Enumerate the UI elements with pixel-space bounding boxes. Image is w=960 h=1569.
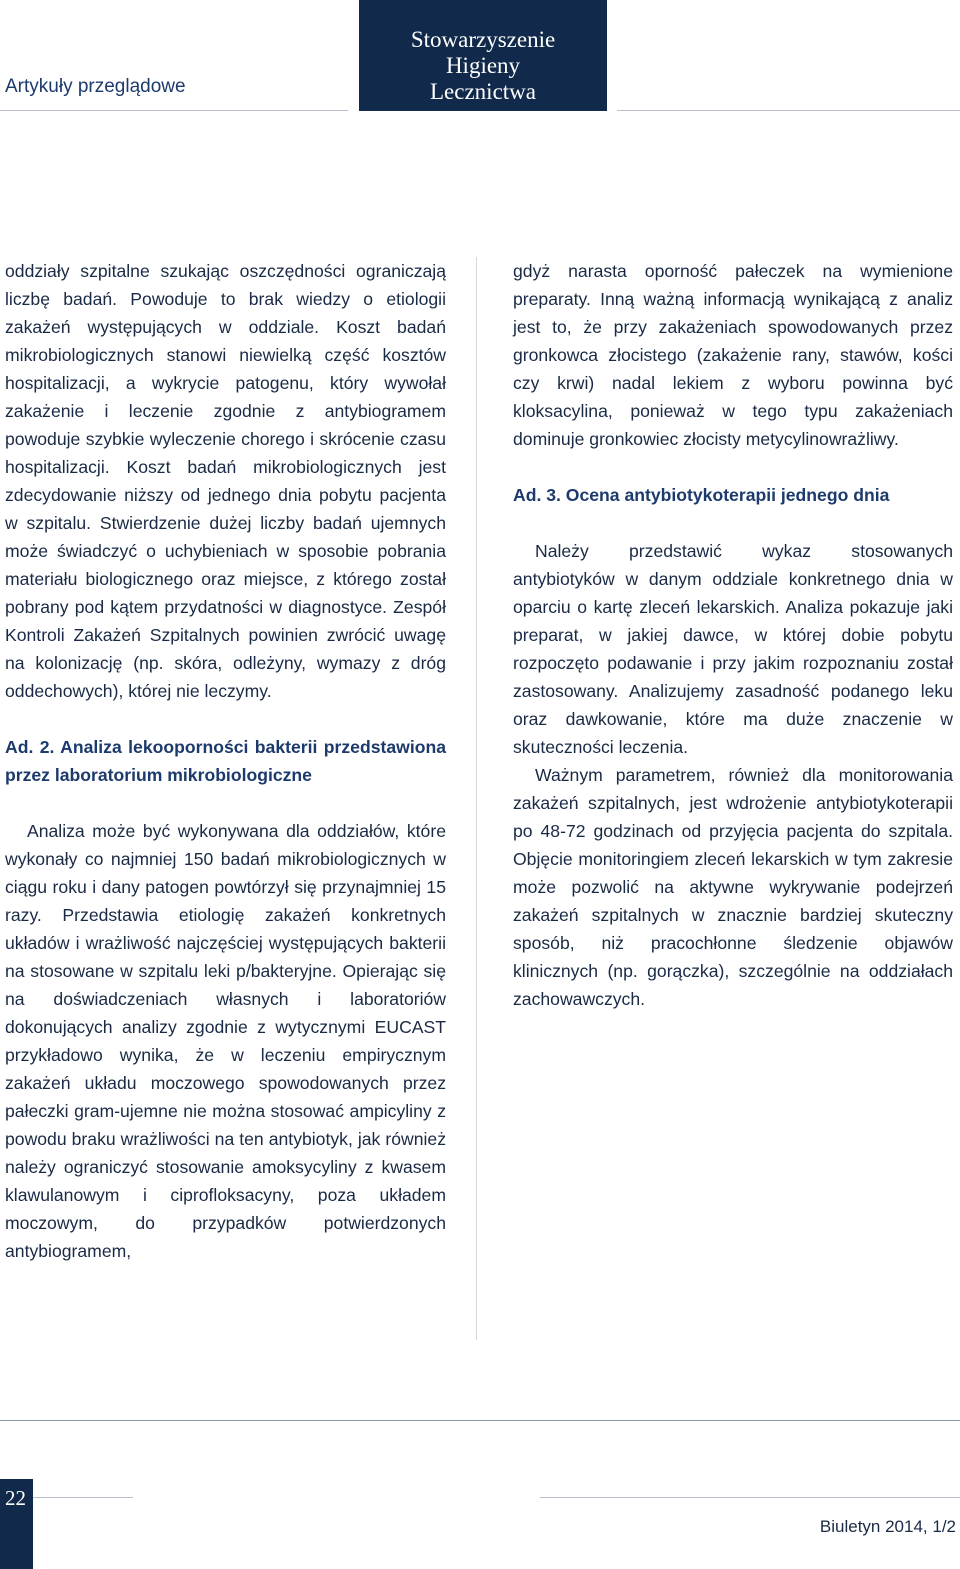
- right-section-heading: Ad. 3. Ocena antybiotykoterapii jednego dnia: [513, 485, 890, 505]
- right-paragraph-2: Należy przedstawić wykaz stosowanych antybiotyków w danym oddziale konkretnego dnia w oparciu o kartę zleceń lekarskich. Analiza pokazuje jaki preparat, w jakiej dawce, w której dobie pobytu rozpoczęto podawanie i przy jakim rozpoznaniu został zastosowany. Analizujemy zasadność podanego leku oraz dawkowanie, które ma duże znaczenie w skuteczności leczenia.: [513, 541, 953, 757]
- page-number: 22: [5, 1486, 26, 1510]
- logo-line-1: Stowarzyszenie: [410, 27, 556, 52]
- association-logo: [359, 0, 607, 111]
- logo-line-2: Higieny: [445, 53, 521, 78]
- right-paragraph-3: Ważnym parametrem, również dla monitorowania zakażeń szpitalnych, jest wdrożenie antybiotykoterapii po 48-72 godzinach od przyjęcia pacjenta do szpitala. Objęcie monitoringiem zleceń lekarskich w tym zakresie może pozwolić na aktywne wykrywanie podejrzeń zakażeń szpitalnych w znacznie bardziej skuteczny sposób, niż pracochłonne śledzenie objawów klinicznych (np. gorączka), szczególnie na oddziałach zachowawczych.: [513, 765, 953, 1009]
- right-column: [513, 257, 953, 1013]
- left-paragraph-1: oddziały szpitalne szukając oszczędności ograniczają liczbę badań. Powoduje to brak wiedzy o etiologii zakażeń występujących w oddziale. Koszt badań mikrobiologicznych stanowi niewielką część kosztów hospitalizacji, a wykrycie patogenu, który wywołał zakażenie i leczenie zgodnie z antybiogramem powoduje szybkie wyleczenie chorego i skrócenie czasu hospitalizacji. Koszt badań mikrobiologicznych jest zdecydowanie niższy od jednego dnia pobytu pacjenta w szpitalu. Stwierdzenie dużej liczby badań ujemnych może świadczyć o uchybieniach w sposobie pobrania materiału biologicznego oraz miejsce, z którego został pobrany pod kątem przydatności w diagnostyce. Zespół Kontroli Zakażeń Szpitalnych powinien zwrócić uwagę na kolonizację (np. skóra, odleżyny, wymazy z dróg oddechowych), której nie leczymy.: [5, 261, 446, 701]
- column-divider: [476, 257, 477, 1340]
- left-column: [5, 257, 446, 1265]
- left-paragraph-2: Analiza może być wykonywana dla oddziałów, które wykonały co najmniej 150 badań mikrobiologicznych w ciągu roku i dany patogen powtórzył się przynajmniej 15 razy. Przedstawia etiologię zakażeń konkretnych układów i wrażliwość najczęściej występujących bakterii na stosowane w szpitalu leki p/bakteryjne. Opierając się na doświadczeniach własnych i laboratoriów dokonujących analizy zgodnie z wytycznymi EUCAST przykładowo wynika, że w leczeniu empirycznym zakażeń układu moczowego spowodowanych przez pałeczki gram-ujemne nie można stosować ampicyliny z powodu braku wrażliwości na ten antybiotyk, jak również należy ograniczyć stosowanie amoksycyliny z kwasem klawulanowym i ciprofloksacyny, poza układem moczowym, do przypadków potwierdzonych antybiogramem,: [5, 821, 446, 1261]
- logo-line-3: Lecznictwa: [430, 79, 536, 104]
- header-rule-right: [617, 110, 960, 111]
- right-paragraph-1: gdyż narasta oporność pałeczek na wymienione preparaty. Inną ważną informacją wynikającą z analiz jest to, że przy zakażeniach spowodowanych przez gronkowca złocistego (zakażenie rany, stawów, kości czy krwi) nadal lekiem z wyboru powinna być kloksacylina, ponieważ w tego typu zakażeniach dominuje gronkowiec złocisty metycylinowrażliwy.: [513, 261, 953, 449]
- publication-info: Biuletyn 2014, 1/2: [819, 1517, 956, 1536]
- footer-rule-left: [33, 1497, 133, 1498]
- header-rule-left: [0, 110, 348, 111]
- section-title: Artykuły przeglądowe: [5, 76, 186, 97]
- footer-rule-right: [540, 1497, 960, 1498]
- footer-rule: [0, 1420, 960, 1421]
- left-section-heading: Ad. 2. Analiza lekooporności bakterii przedstawiona przez laboratorium mikrobiologiczne: [5, 737, 446, 785]
